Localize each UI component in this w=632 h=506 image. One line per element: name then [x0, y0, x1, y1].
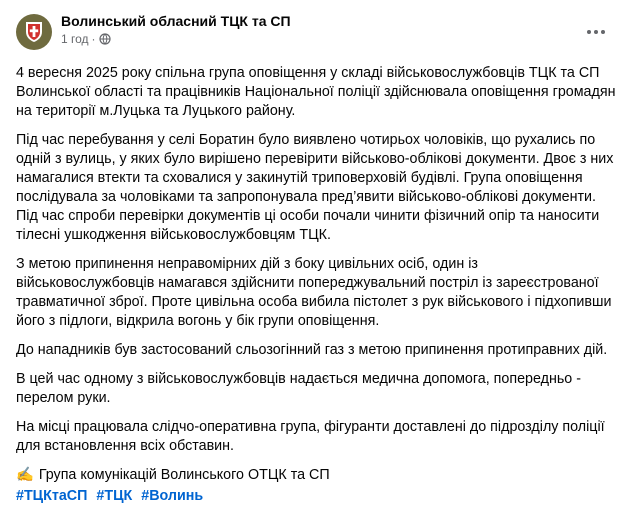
hashtag-list [16, 487, 616, 506]
post-paragraph: На місці працювала слідчо-оперативна група, фігуранти доставлені до підрозділу поліції для встановлення всіх обставин. [16, 419, 605, 454]
hashtag-link[interactable]: #ТЦК [96, 488, 133, 504]
meta-separator: · [91, 32, 96, 46]
shield-cross-icon [23, 20, 45, 44]
post-body [16, 64, 616, 506]
page-avatar[interactable] [16, 14, 52, 50]
post-paragraph: З метою припинення неправомірних дій з боку цивільних осіб, один із військовослужбовців намагався здійснити попереджувальний постріл із зареєстрованої травматичної зброї. Проте цивільна особа вибила пістолет з рук військового і підхопивши його з підлоги, відкрила вогонь у бік групи оповіщення. [16, 256, 612, 329]
post-paragraph: В цей час одному з військовослужбовців надається медична допомога, попередньо - перелом руки. [16, 371, 581, 406]
writing-hand-icon: ✍️ [16, 467, 34, 483]
hashtag-link[interactable]: #ТЦКтаСП [16, 488, 88, 504]
post-time[interactable]: 1 год [61, 32, 89, 46]
post-header [16, 12, 616, 56]
post-paragraph: Під час перебування у селі Боратин було виявлено чотирьох чоловіків, що рухались по одній з вулиць, у яких було вирішено перевірити військово-облікові документи. Двоє з них намагалися втекти та сховалися у закинутій триповерховій будівлі. Група оповіщення послідувала за чоловіками та запропонувала пред’явити військово-облікові документи. Під час спроби перевірки документів ці особи почали чинити фізичний опір та наносити тілесні ушкодження військовослужбовцям ТЦК. [16, 132, 614, 243]
post-meta [61, 31, 291, 47]
hashtag-link[interactable]: #Волинь [141, 488, 204, 504]
signature-text: Група комунікацій Волинського ОТЦК та СП [38, 467, 330, 483]
more-horizontal-icon [586, 29, 606, 35]
page-name[interactable]: Волинський обласний ТЦК та СП [61, 13, 291, 29]
more-options-button[interactable] [582, 18, 610, 46]
globe-icon [99, 33, 111, 45]
header-text [61, 12, 291, 47]
post-paragraph: 4 вересня 2025 року спільна група оповіщення у складі військовослужбовців ТЦК та СП Волинської області та працівників Національної поліції здійснювала оповіщення громадян на території м.Луцька та Луцького району. [16, 65, 616, 119]
post-paragraph: До нападників був застосований сльозогінний газ з метою припинення протиправних дій. [16, 342, 608, 358]
post-signature [16, 466, 616, 485]
